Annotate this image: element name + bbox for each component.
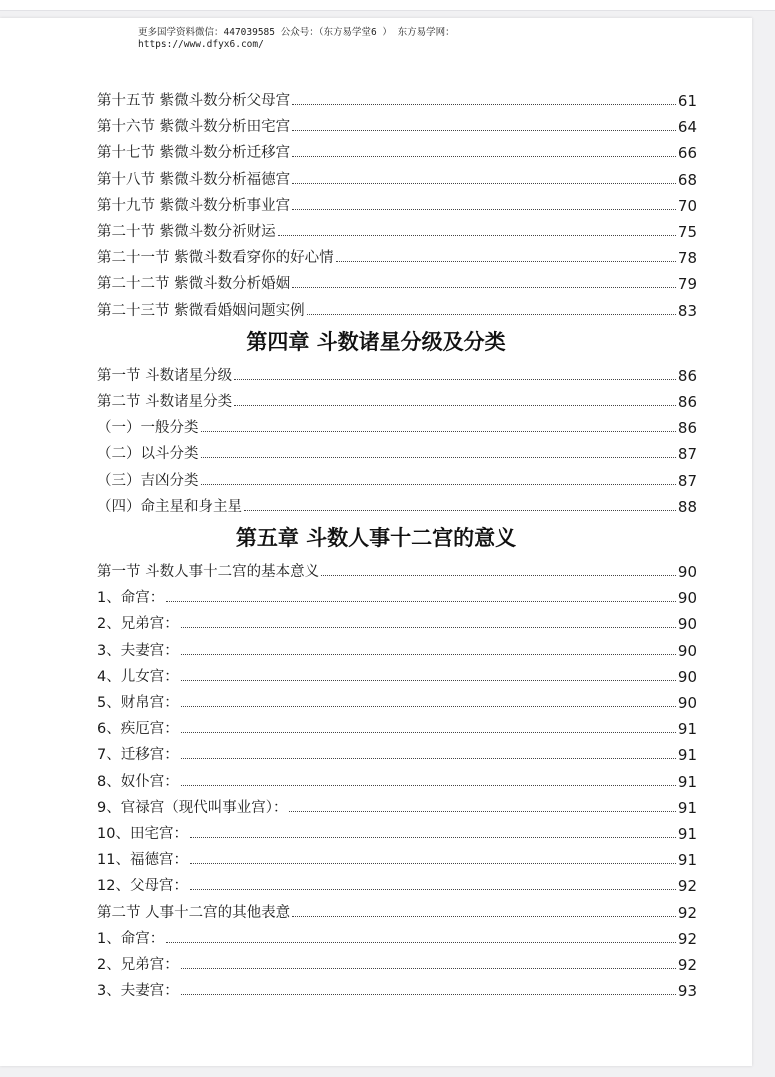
toc-entry[interactable] [97,298,697,320]
toc-entry[interactable] [97,611,697,633]
toc-entry-title: 12、父母宫： [97,878,188,895]
toc-entry-title: 第十五节 紫微斗数分析父母宫 [97,93,291,109]
dot-leader [190,837,676,838]
toc-entry-title: 第十八节 紫微斗数分析福德宫 [97,171,291,188]
toc-entry-page: 87 [677,445,697,464]
watermark-line-2: https://www.dfyx6.com/ [138,39,264,50]
watermark-line-1: 更多国学资料微信：447039585 公众号：（东方易学堂6 ） 东方易学网： [138,27,455,38]
toc-entry-page: 93 [677,982,697,1001]
toc-entry[interactable] [97,494,697,516]
toc-entry-title: 第二十二节 紫微斗数分析婚姻 [97,276,291,293]
dot-leader [181,758,676,759]
toc-entry-title: 第二十节 紫微斗数分祈财运 [97,224,276,240]
toc-entry[interactable] [97,926,697,948]
toc-entry[interactable] [97,193,697,215]
toc-entry-page: 90 [677,615,697,634]
toc-entry[interactable] [97,245,697,267]
toc-entry-page: 90 [677,667,697,686]
toc-entry-title: 第一节 斗数诸星分级 [97,367,233,384]
toc-entry-title: 第一节 斗数人事十二宫的基本意义 [97,564,320,580]
toc-entry-page: 91 [677,746,697,765]
toc-entry[interactable] [97,821,697,843]
toc-entry-page: 64 [677,118,697,137]
dot-leader [244,510,676,511]
dot-leader [292,183,676,184]
toc-entry-title: （二）以斗分类 [97,446,199,463]
dot-leader [292,104,676,105]
toc-entry-page: 87 [677,471,697,490]
dot-leader [292,916,676,917]
toc-entry-page: 83 [677,301,697,320]
toc-entry-title: 2、兄弟宫： [97,616,179,633]
dot-leader [181,680,676,681]
dot-leader [292,156,676,157]
toc-entry-title: 第二十三节 紫微看婚姻问题实例 [97,302,305,319]
toc-entry[interactable] [97,952,697,974]
toc-entry[interactable] [97,140,697,162]
toc-entry[interactable] [97,716,697,738]
toc-entry-page: 68 [677,170,697,189]
dot-leader [181,968,676,969]
dot-leader [292,130,676,131]
toc-entry-page: 91 [677,720,697,739]
toc-entry-page: 70 [677,196,697,215]
dot-leader [181,785,676,786]
toc-entry[interactable] [97,559,697,581]
toc-entry[interactable] [97,664,697,686]
dot-leader [166,601,676,602]
toc-entry-page: 86 [677,419,697,438]
watermark [138,27,455,51]
toc-entry[interactable] [97,978,697,1000]
toc-entry-page: 92 [677,929,697,948]
toc-entry-title: 第十六节 紫微斗数分析田宅宫 [97,119,291,136]
toc-entry-page: 90 [677,694,697,712]
toc-entry-title: 第二节 人事十二宫的其他表意 [97,904,291,921]
toc-entry-title: 第十七节 紫微斗数分析迁移宫 [97,145,291,162]
toc-entry-title: 6、疾厄宫： [97,721,179,738]
toc-entry-page: 92 [677,956,697,974]
toc-entry[interactable] [97,219,697,241]
dot-leader [181,732,676,733]
toc-entry-page: 78 [677,249,697,268]
toc-entry-page: 66 [677,144,697,163]
toc-entry[interactable] [97,114,697,136]
dot-leader [181,706,676,707]
toc-entry[interactable] [97,363,697,385]
toc-entry-title: 4、儿女宫： [97,668,179,685]
toc-entry-page: 86 [677,393,697,411]
toc-entry-page: 79 [677,275,697,294]
toc-entry-title: 8、奴仆宫： [97,773,179,790]
viewer-top-bar [0,0,775,11]
toc-entry-title: 9、官禄宫（现代叫事业宫）： [97,799,288,816]
toc-entry-title: 2、兄弟宫： [97,957,179,973]
chapter-heading: 第四章 斗数诸星分级及分类 [246,329,506,354]
toc-entry[interactable] [97,769,697,791]
toc-entry[interactable] [97,88,697,110]
toc-entry-title: 第二十一节 紫微斗数看穿你的好心情 [97,250,334,267]
dot-leader [181,627,676,628]
toc-entry[interactable] [97,847,697,869]
toc-entry-title: 5、财帛宫： [97,695,179,711]
dot-leader [201,457,676,458]
toc-entry[interactable] [97,415,697,437]
toc-entry[interactable] [97,167,697,189]
toc-entry-title: 3、夫妻宫： [97,983,179,1000]
toc-entry-page: 91 [677,825,697,843]
dot-leader [289,811,675,812]
toc-entry-page: 61 [677,92,697,110]
toc-entry[interactable] [97,271,697,293]
toc-entry-title: （一）一般分类 [97,420,199,437]
toc-entry-title: 7、迁移宫： [97,747,179,764]
dot-leader [201,484,676,485]
toc-entry-title: 1、命宫： [97,930,165,947]
dot-leader [190,863,676,864]
toc-entry[interactable] [97,795,697,817]
toc-entry[interactable] [97,441,697,463]
dot-leader [181,654,676,655]
chapter-heading: 第五章 斗数人事十二宫的意义 [235,526,517,550]
toc-entry[interactable] [97,389,697,411]
dot-leader [201,431,676,432]
dot-leader [292,209,676,210]
toc-entry-page: 90 [677,589,697,608]
toc-entry[interactable] [97,900,697,922]
toc-entry-title: 第二节 斗数诸星分类 [97,394,233,410]
toc-entry[interactable] [97,873,697,895]
toc-entry-title: 1、命宫： [97,590,165,607]
toc-entry-title: （四）命主星和身主星 [97,498,242,515]
toc-entry-page: 91 [677,851,697,870]
toc-entry-title: 3、夫妻宫： [97,642,179,659]
dot-leader [166,942,676,943]
toc-entry-page: 75 [677,223,697,241]
toc-entry[interactable] [97,742,697,764]
toc-entry-page: 86 [677,366,697,385]
dot-leader [278,235,676,236]
toc-entry-title: 11、福德宫： [97,852,188,869]
dot-leader [321,575,676,576]
toc-entry-page: 91 [677,772,697,791]
dot-leader [181,994,676,995]
toc-entry-page: 92 [677,903,697,922]
toc-entry-page: 92 [677,877,697,896]
toc-entry-page: 88 [677,497,697,516]
toc-entry-title: 第十九节 紫微斗数分析事业宫 [97,197,291,214]
dot-leader [307,314,676,315]
dot-leader [234,405,676,406]
toc-entry-page: 91 [677,798,697,817]
dot-leader [292,287,676,288]
dot-leader [336,261,676,262]
toc-entry[interactable] [97,585,697,607]
toc-entry[interactable] [97,638,697,660]
dot-leader [234,379,676,380]
toc-entry-title: （三）吉凶分类 [97,472,199,489]
toc-entry-title: 10、田宅宫： [97,826,188,842]
dot-leader [190,889,676,890]
toc-entry-page: 90 [677,563,697,581]
toc-entry[interactable] [97,690,697,712]
toc-entry[interactable] [97,468,697,490]
toc-entry-page: 90 [677,641,697,660]
